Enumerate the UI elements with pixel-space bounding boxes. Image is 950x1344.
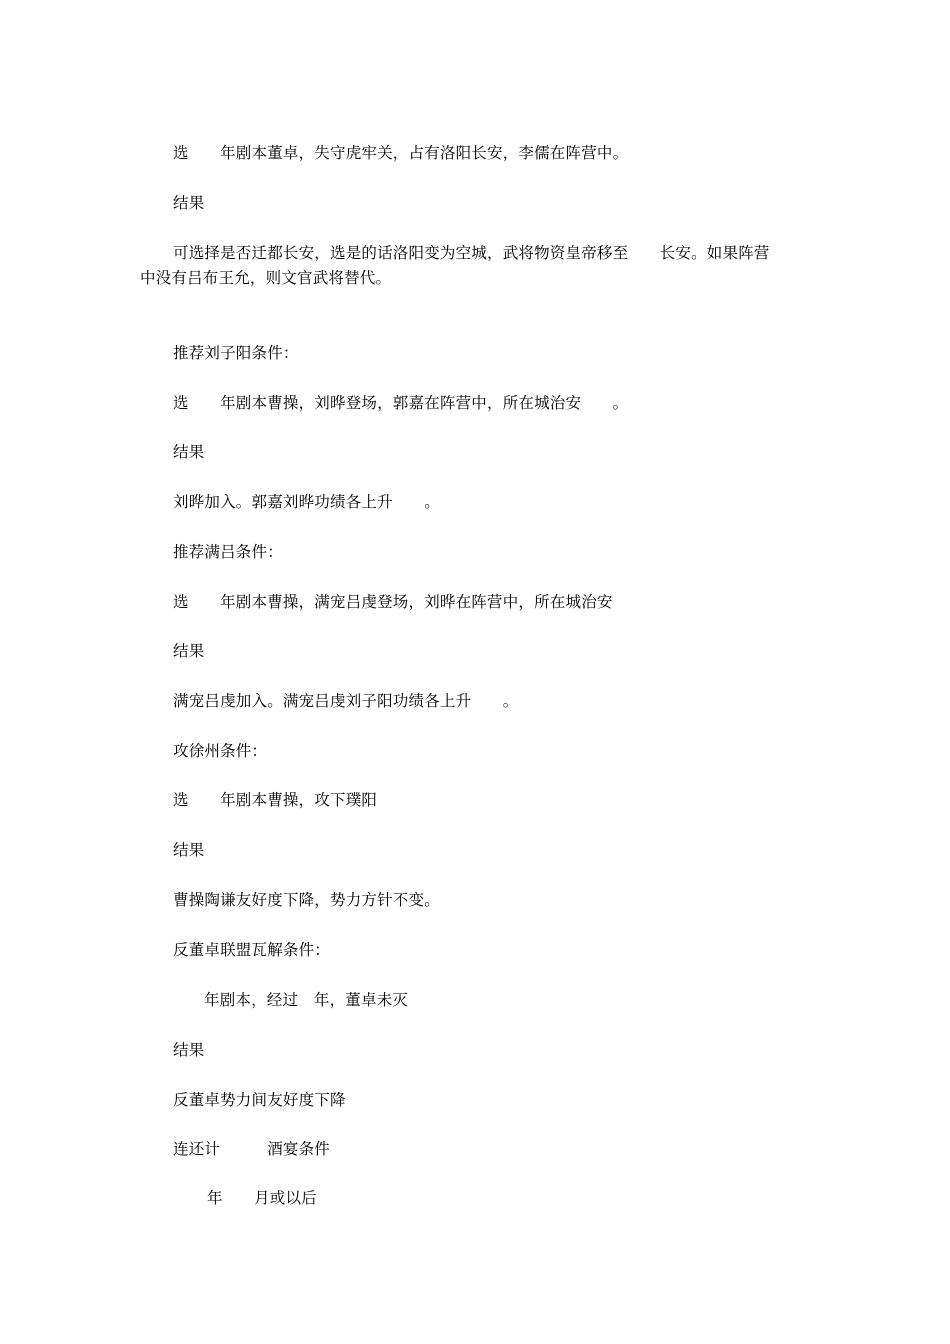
paragraph-line: 选 年剧本董卓，失守虎牢关，占有洛阳长安，李儒在阵营中。 [173, 144, 629, 162]
paragraph-line: 选 年剧本曹操，刘晔登场，郭嘉在阵营中，所在城治安 。 [173, 394, 629, 412]
result-heading: 结果 [173, 194, 205, 212]
condition-heading: 攻徐州条件： [173, 742, 268, 760]
paragraph-line: 刘晔加入。郭嘉刘晔功绩各上升 。 [173, 493, 440, 511]
paragraph-line: 年剧本，经过 年，董卓未灭 [204, 991, 409, 1009]
paragraph-line: 选 年剧本曹操，攻下璞阳 [173, 791, 378, 809]
result-heading: 结果 [173, 443, 205, 461]
paragraph-line: 曹操陶谦友好度下降，势力方针不变。 [173, 891, 440, 909]
result-heading: 结果 [173, 1041, 205, 1059]
condition-heading: 反董卓联盟瓦解条件： [173, 941, 331, 959]
result-heading: 结果 [173, 841, 205, 859]
condition-heading: 连还计 酒宴条件 [173, 1140, 331, 1158]
result-heading: 结果 [173, 642, 205, 660]
paragraph-line: 满宠吕虔加入。满宠吕虔刘子阳功绩各上升 。 [173, 692, 519, 710]
paragraph-line: 选 年剧本曹操，满宠吕虔登场，刘晔在阵营中，所在城治安 [173, 593, 613, 611]
paragraph-line: 中没有吕布王允，则文官武将替代。 [140, 269, 392, 287]
condition-heading: 推荐满吕条件： [173, 543, 283, 561]
paragraph-line: 年 月或以后 [207, 1189, 317, 1207]
paragraph-line: 可选择是否迁都长安，选是的话洛阳变为空城，武将物资皇帝移至 长安。如果阵营 [173, 244, 770, 262]
paragraph-line: 反董卓势力间友好度下降 [173, 1091, 346, 1109]
condition-heading: 推荐刘子阳条件： [173, 344, 299, 362]
